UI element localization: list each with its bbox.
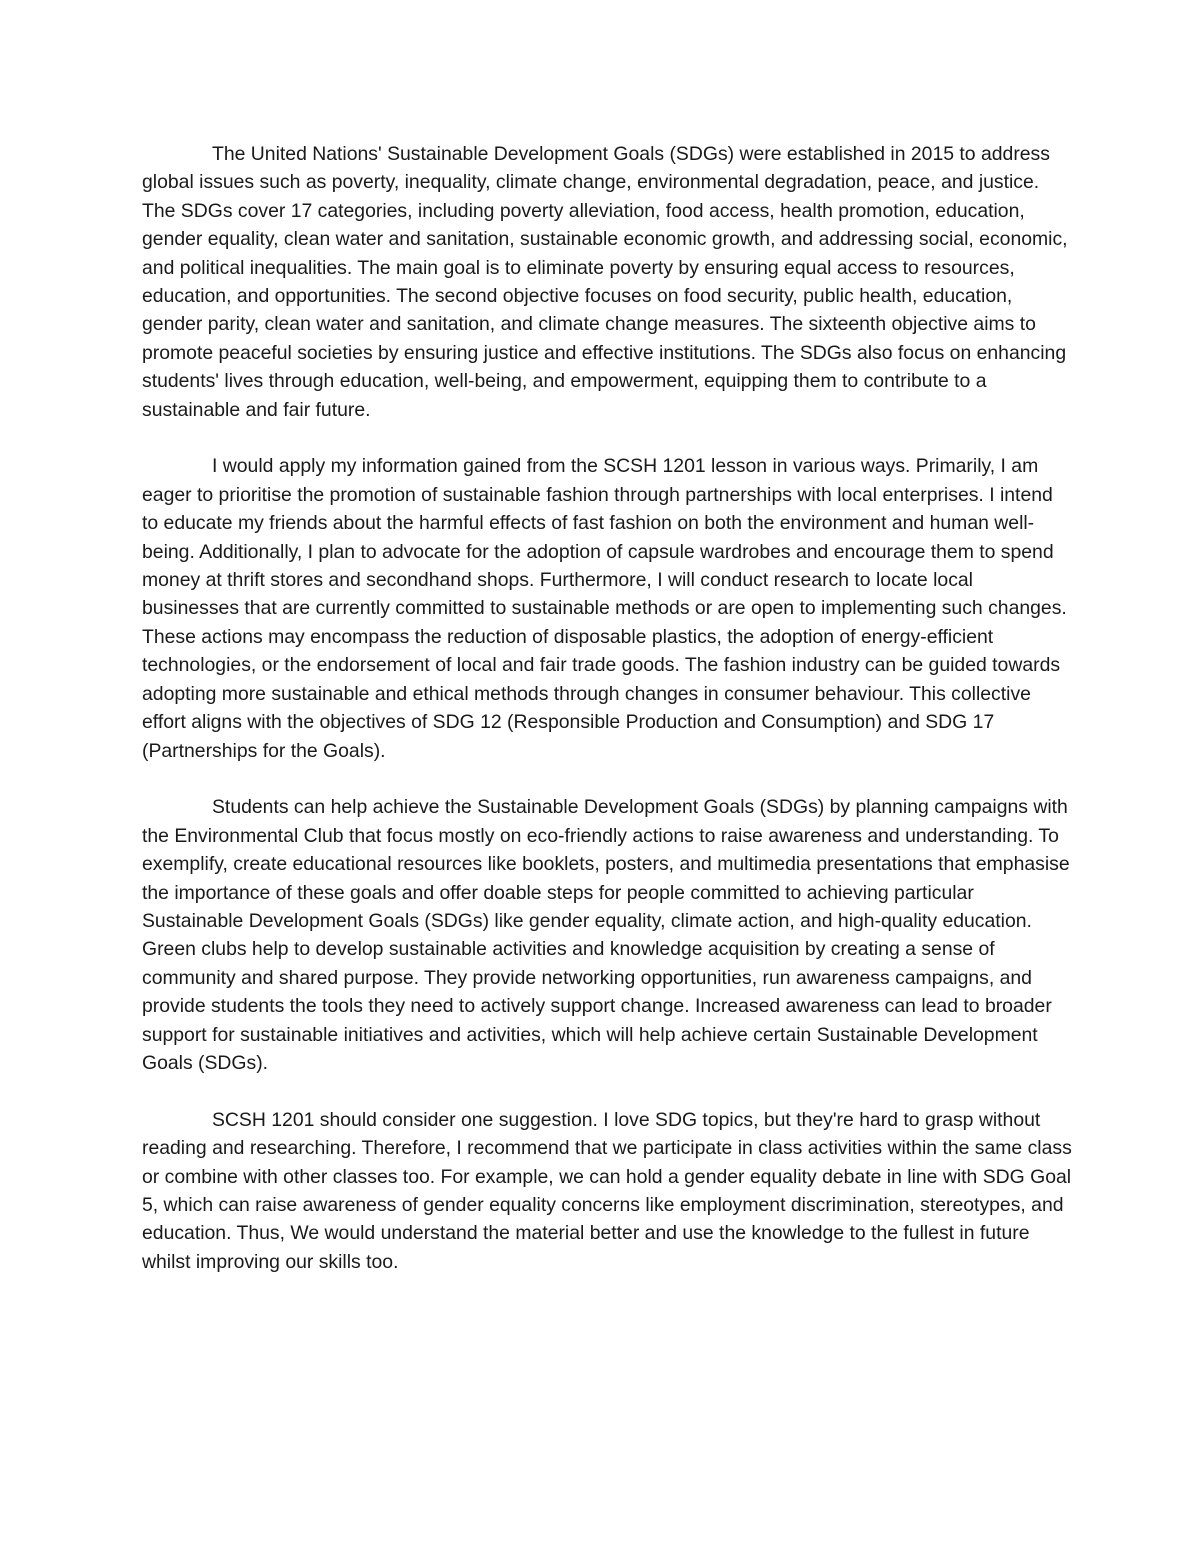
paragraph-student-contribution: Students can help achieve the Sustainable Development Goals (SDGs) by planning campaigns with the Environmental Club that focus mostly on eco-friendly actions to raise awareness and understanding. To exemplify, create educational resources like booklets, posters, and multimedia presentations that emphasise the importance of these goals and offer doable steps for people committed to achieving particular Sustainable Development Goals (SDGs) like gender equality, climate action, and high-quality education. Green clubs help to develop sustainable activities and knowledge acquisition by creating a sense of community and shared purpose. They provide networking opportunities, run awareness campaigns, and provide students the tools they need to actively support change. Increased awareness can lead to broader support for sustainable initiatives and activities, which will help achieve certain Sustainable Development Goals (SDGs). <box>142 796 1070 1074</box>
paragraph-applying-knowledge: I would apply my information gained from the SCSH 1201 lesson in various ways. Primarily, I am eager to prioritise the promotion of sustainable fashion through partnerships with local enterprises. I intend to educate my friends about the harmful effects of fast fashion on both the environment and human well-being. Additionally, I plan to advocate for the adoption of capsule wardrobes and encourage them to spend money at thrift stores and secondhand shops. Furthermore, I will conduct research to locate local businesses that are currently committed to sustainable methods or are open to implementing such changes. These actions may encompass the reduction of disposable plastics, the adoption of energy-efficient technologies, or the endorsement of local and fair trade goods. The fashion industry can be guided towards adopting more sustainable and ethical methods through changes in consumer behaviour. This collective effort aligns with the objectives of SDG 12 (Responsible Production and Consumption) and SDG 17 (Partnerships for the Goals). <box>142 455 1067 762</box>
document-body <box>142 140 1072 1276</box>
paragraph-course-suggestion: SCSH 1201 should consider one suggestion. I love SDG topics, but they're hard to grasp without reading and researching. Therefore, I recommend that we participate in class activities within the same class or combine with other classes too. For example, we can hold a gender equality debate in line with SDG Goal 5, which can raise awareness of gender equality concerns like employment discrimination, stereotypes, and education. Thus, We would understand the material better and use the knowledge to the fullest in future whilst improving our skills too. <box>142 1108 1072 1273</box>
paragraph-sdg-overview: The United Nations' Sustainable Development Goals (SDGs) were established in 2015 to address global issues such as poverty, inequality, climate change, environmental degradation, peace, and justice. The SDGs cover 17 categories, including poverty alleviation, food access, health promotion, education, gender equality, clean water and sanitation, sustainable economic growth, and addressing social, economic, and political inequalities. The main goal is to eliminate poverty by ensuring equal access to resources, education, and opportunities. The second objective focuses on food security, public health, education, gender parity, clean water and sanitation, and climate change measures. The sixteenth objective aims to promote peaceful societies by ensuring justice and effective institutions. The SDGs also focus on enhancing students' lives through education, well-being, and empowerment, equipping them to contribute to a sustainable and fair future. <box>142 143 1068 421</box>
